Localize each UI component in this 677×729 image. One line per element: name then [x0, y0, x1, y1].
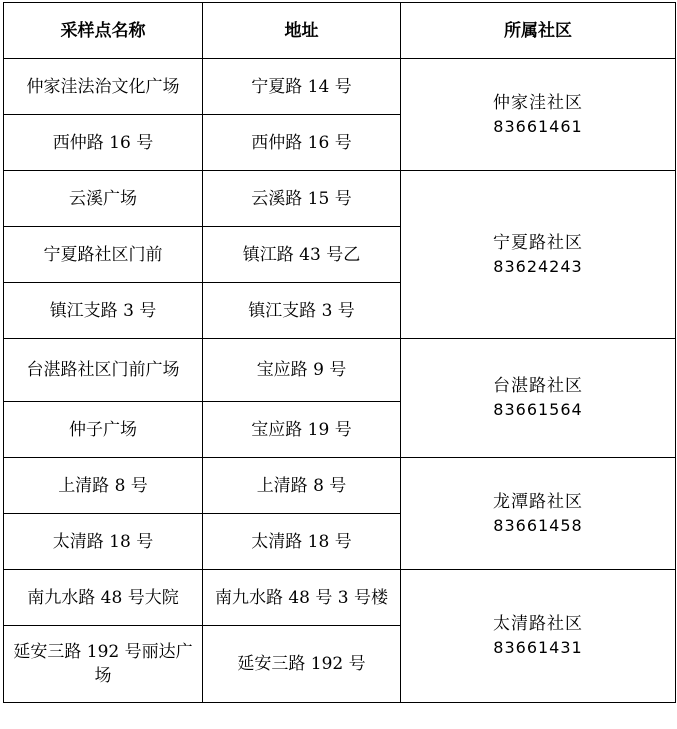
community-cell — [401, 171, 676, 339]
address-cell: 延安三路 192 号 — [203, 626, 401, 703]
table-row — [4, 171, 676, 227]
table-row — [4, 59, 676, 115]
community-cell — [401, 458, 676, 570]
address-cell: 宁夏路 14 号 — [203, 59, 401, 115]
community-cell — [401, 59, 676, 171]
site-name-cell: 西仲路 16 号 — [4, 115, 203, 171]
site-name-cell: 南九水路 48 号大院 — [4, 570, 203, 626]
community-name: 仲家洼社区 — [493, 92, 583, 113]
header-community: 所属社区 — [401, 3, 676, 59]
site-name-cell: 宁夏路社区门前 — [4, 227, 203, 283]
site-name-cell: 镇江支路 3 号 — [4, 283, 203, 339]
community-phone: 83624243 — [493, 256, 583, 276]
site-name-cell: 台湛路社区门前广场 — [4, 339, 203, 402]
community-name: 宁夏路社区 — [493, 232, 583, 253]
address-cell: 太清路 18 号 — [203, 514, 401, 570]
table-row — [4, 339, 676, 402]
address-cell: 镇江路 43 号乙 — [203, 227, 401, 283]
site-name-cell: 延安三路 192 号丽达广场 — [4, 626, 203, 703]
community-phone: 83661461 — [493, 116, 583, 136]
site-name-cell: 上清路 8 号 — [4, 458, 203, 514]
address-cell: 镇江支路 3 号 — [203, 283, 401, 339]
address-cell: 上清路 8 号 — [203, 458, 401, 514]
site-name-cell: 太清路 18 号 — [4, 514, 203, 570]
address-cell: 宝应路 19 号 — [203, 402, 401, 458]
community-phone: 83661564 — [493, 400, 583, 419]
site-name-cell: 云溪广场 — [4, 171, 203, 227]
community-phone: 83661431 — [493, 638, 583, 657]
address-cell: 宝应路 9 号 — [203, 339, 401, 402]
site-name-cell: 仲子广场 — [4, 402, 203, 458]
address-cell: 南九水路 48 号 3 号楼 — [203, 570, 401, 626]
community-cell — [401, 570, 676, 703]
community-name: 台湛路社区 — [493, 376, 583, 396]
community-name: 龙潭路社区 — [493, 491, 583, 512]
table-header-row — [4, 3, 676, 59]
community-cell — [401, 339, 676, 458]
header-site-name: 采样点名称 — [4, 3, 203, 59]
header-address: 地址 — [203, 3, 401, 59]
address-cell: 云溪路 15 号 — [203, 171, 401, 227]
community-phone: 83661458 — [493, 515, 583, 535]
table-row — [4, 570, 676, 626]
address-cell: 西仲路 16 号 — [203, 115, 401, 171]
community-name: 太清路社区 — [493, 614, 583, 634]
sampling-sites-table — [3, 2, 676, 703]
table-row — [4, 458, 676, 514]
site-name-cell: 仲家洼法治文化广场 — [4, 59, 203, 115]
